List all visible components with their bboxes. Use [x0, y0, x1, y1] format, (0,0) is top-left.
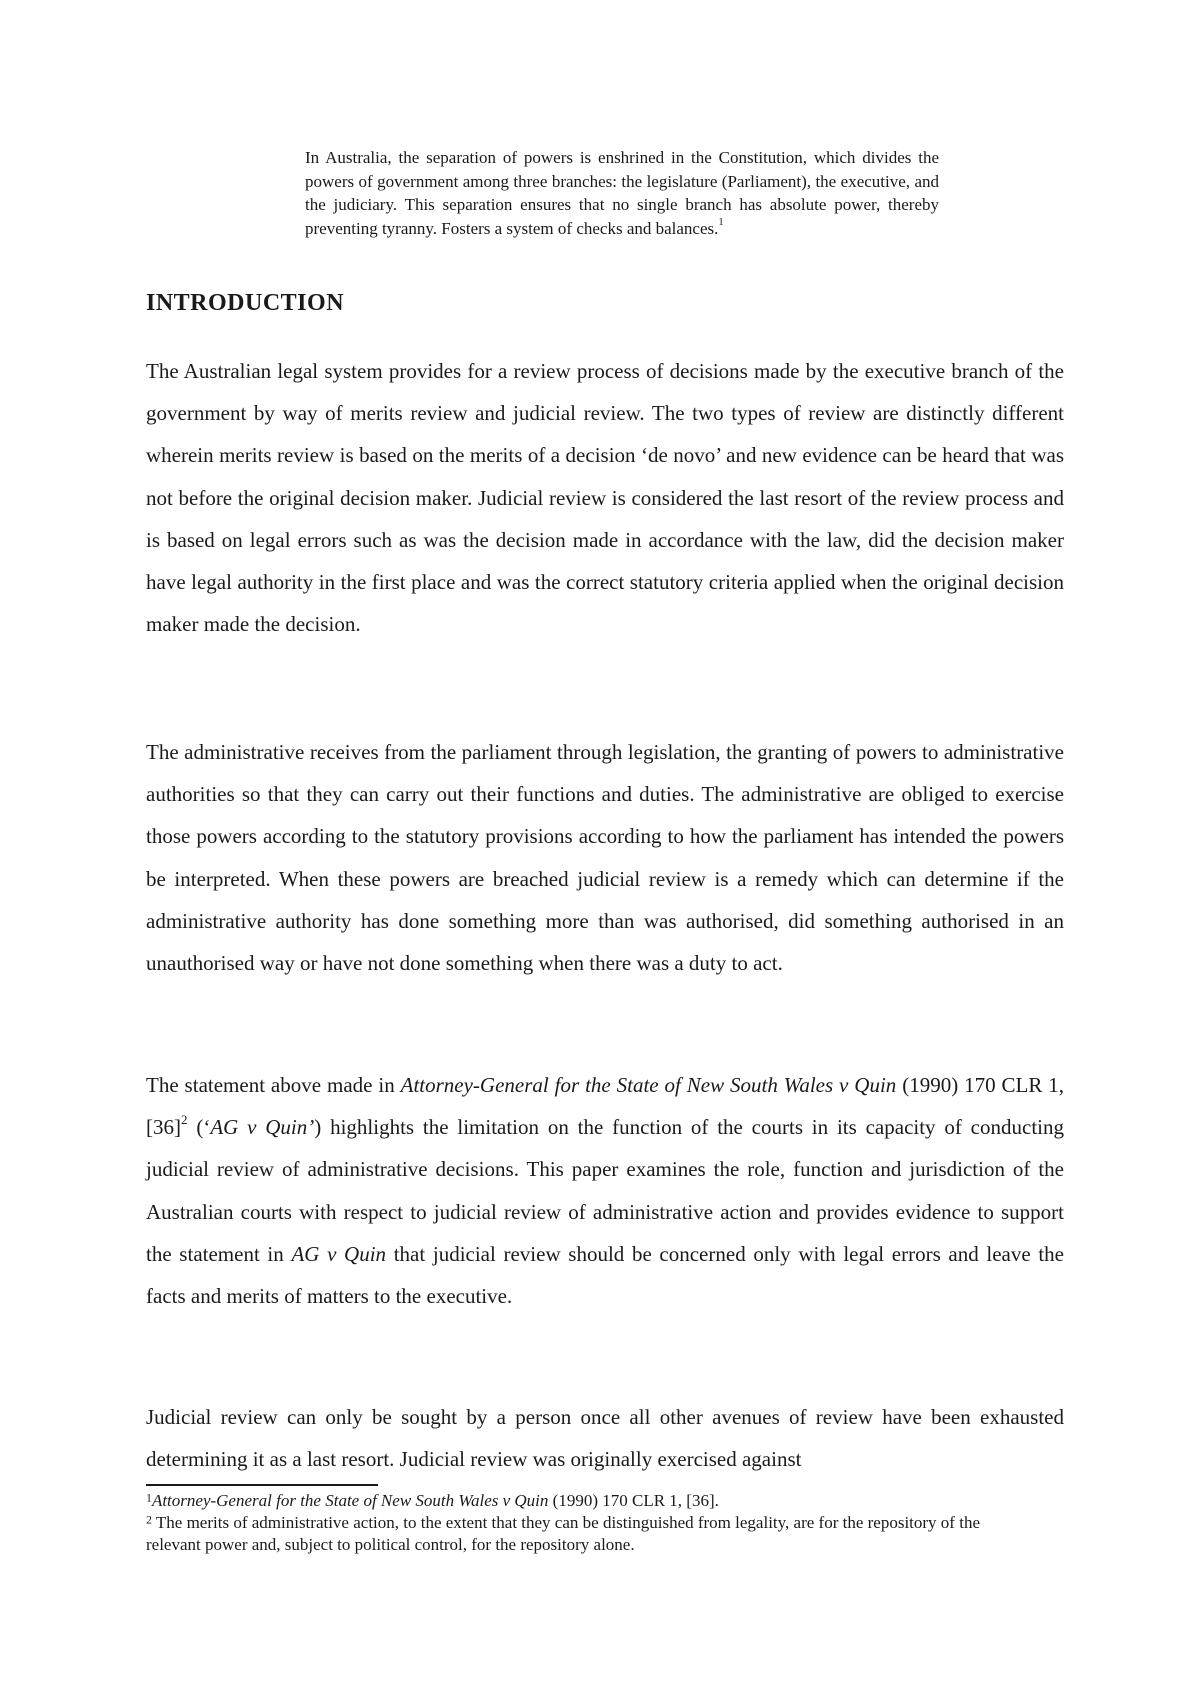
- footnote-1-number: 1: [146, 1490, 152, 1505]
- footnote-1: [146, 1490, 1016, 1512]
- footnote-ref-2: 2: [181, 1112, 188, 1128]
- paragraph-4: Judicial review can only be sought by a person once all other avenues of review have been exhausted determining it as a last resort. Judicial review was originally exercised against: [146, 1405, 1064, 1472]
- p3-middle: ) highlights the limitation on the function of the courts in its capacity of conducting judicial review of administrative decisions. This paper examines the role, function and jurisdiction of the Australian courts with respect to judicial review of administrative action and provides evidence to support the statement in: [146, 1115, 1064, 1266]
- case-citation: (1990) 170 CLR 1, [36]: [146, 1073, 1065, 1140]
- short-title-open: (‘: [187, 1115, 211, 1140]
- footnotes: [146, 1490, 1016, 1556]
- p3-tail: that judicial review should be concerned only with legal errors and leave the facts and merits of matters to the executive.: [146, 1241, 1064, 1309]
- section-heading: INTRODUCTION: [146, 290, 345, 316]
- paragraph-3: [146, 1064, 1064, 1317]
- footnote-2-number: 2: [146, 1512, 152, 1527]
- case-short-ref: AG v Quin: [291, 1241, 387, 1266]
- short-title: AG v Quin’: [210, 1115, 315, 1140]
- block-quote-text: In Australia, the separation of powers is enshrined in the Constitution, which divides the powers of government among three branches: the legislature (Parliament), the executive, and the judiciary. This separation ensures that no single branch has absolute power, thereby preventing tyranny. Fosters a system of checks and balances.: [305, 148, 939, 238]
- paragraph-1: The Australian legal system provides for a review process of decisions made by the executive branch of the government by way of merits review and judicial review. The two types of review are distinctly different wherein merits review is based on the merits of a decision ‘de novo’ and new evidence can be heard that was not before the original decision maker. Judicial review is considered the last resort of the review process and is based on legal errors such as was the decision made in accordance with the law, did the decision maker have legal authority in the first place and was the correct statutory criteria applied when the original decision maker made the decision.: [146, 359, 1064, 637]
- footnote-2-text: The merits of administrative action, to the extent that they can be distinguished from legality, are for the repository of the relevant power and, subject to political control, for the repository alone.: [146, 1513, 980, 1554]
- footnote-1-case-name: Attorney-General for the State of New South Wales v Quin: [151, 1491, 549, 1510]
- case-name: Attorney-General for the State of New South Wales v Quin: [400, 1073, 897, 1097]
- footnote-1-rest: (1990) 170 CLR 1, [36].: [548, 1491, 719, 1510]
- footnote-ref-1: 1: [718, 217, 724, 229]
- block-quote: [305, 146, 939, 240]
- footnote-2: [146, 1512, 1016, 1556]
- p3-lead: The statement above made in: [146, 1073, 401, 1097]
- paragraph-2: The administrative receives from the parliament through legislation, the granting of powers to administrative authorities so that they can carry out their functions and duties. The administrative are obliged to exercise those powers according to the statutory provisions according to how the parliament has intended the powers be interpreted. When these powers are breached judicial review is a remedy which can determine if the administrative authority has done something more than was authorised, did something authorised in an unauthorised way or have not done something when there was a duty to act.: [146, 740, 1064, 976]
- footnote-separator: [146, 1484, 378, 1486]
